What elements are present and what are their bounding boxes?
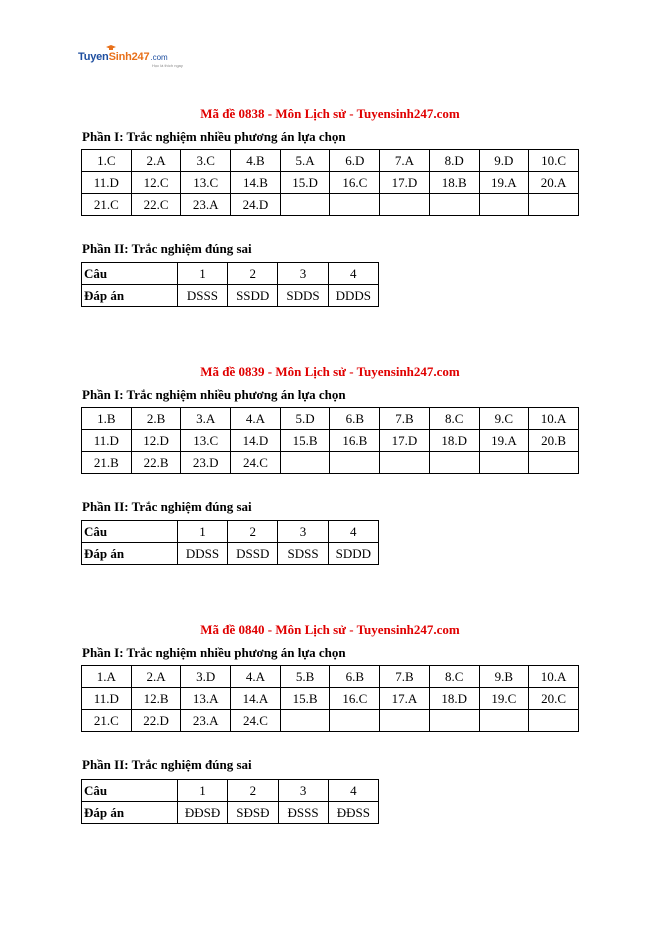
true-false-answer: DSSS	[177, 285, 227, 307]
answer-cell: 7.A	[380, 150, 430, 172]
answer-cell	[330, 710, 380, 732]
answer-cell: 21.C	[82, 710, 132, 732]
answer-cell: 23.D	[181, 452, 231, 474]
true-false-answer: DSSD	[228, 543, 278, 565]
part2-answer-table	[81, 520, 379, 565]
answer-cell: 14.B	[231, 172, 281, 194]
answer-cell: 14.D	[231, 430, 281, 452]
true-false-answer: ĐĐSS	[328, 802, 378, 824]
answer-cell: 21.B	[82, 452, 132, 474]
part2-answer-table	[81, 779, 379, 824]
site-logo[interactable]	[78, 51, 183, 68]
answer-row	[82, 194, 579, 216]
answer-cell: 18.B	[429, 172, 479, 194]
answer-cell: 3.A	[181, 408, 231, 430]
question-number: 4	[328, 521, 378, 543]
true-false-answer: SĐSĐ	[228, 802, 278, 824]
answer-cell	[429, 452, 479, 474]
question-row	[82, 780, 379, 802]
answer-cell: 5.D	[280, 408, 330, 430]
question-number: 4	[328, 780, 378, 802]
answer-cell	[429, 194, 479, 216]
answer-cell: 8.C	[429, 408, 479, 430]
answer-cell	[479, 452, 529, 474]
answer-cell: 17.D	[380, 430, 430, 452]
answer-cell: 6.D	[330, 150, 380, 172]
answer-cell: 24.C	[231, 710, 281, 732]
answer-cell	[380, 710, 430, 732]
answer-cell: 10.A	[529, 408, 579, 430]
section-title: Mã đề 0839 - Môn Lịch sử - Tuyensinh247.com	[200, 364, 460, 379]
graduation-cap-icon	[106, 45, 116, 51]
answer-cell: 10.C	[529, 150, 579, 172]
part1-heading: Phần I: Trắc nghiệm nhiều phương án lựa chọn	[82, 387, 346, 402]
answer-cell: 24.D	[231, 194, 281, 216]
answer-cell: 18.D	[429, 688, 479, 710]
answer-cell	[280, 710, 330, 732]
answer-cell: 10.A	[529, 666, 579, 688]
question-label: Câu	[82, 780, 178, 802]
answer-row	[82, 802, 379, 824]
answer-label: Đáp án	[82, 543, 178, 565]
question-number: 4	[328, 263, 378, 285]
question-number: 3	[278, 780, 328, 802]
answer-cell: 22.B	[131, 452, 181, 474]
answer-cell: 4.A	[231, 666, 281, 688]
answer-row	[82, 408, 579, 430]
answer-cell: 23.A	[181, 710, 231, 732]
answer-cell: 16.C	[330, 688, 380, 710]
part1-heading: Phần I: Trắc nghiệm nhiều phương án lựa chọn	[82, 129, 346, 144]
answer-cell: 17.A	[380, 688, 430, 710]
part2-heading: Phần II: Trắc nghiệm đúng sai	[82, 757, 252, 772]
logo-domain: .com	[150, 53, 168, 62]
answer-cell	[529, 452, 579, 474]
answer-cell: 18.D	[429, 430, 479, 452]
answer-cell: 14.A	[231, 688, 281, 710]
answer-cell: 5.B	[280, 666, 330, 688]
answer-cell: 9.C	[479, 408, 529, 430]
answer-cell	[280, 194, 330, 216]
question-number: 2	[228, 780, 278, 802]
answer-cell: 12.B	[131, 688, 181, 710]
answer-cell: 3.C	[181, 150, 231, 172]
section-title: Mã đề 0838 - Môn Lịch sử - Tuyensinh247.com	[200, 106, 460, 121]
answer-cell	[529, 194, 579, 216]
answer-row	[82, 172, 579, 194]
answer-cell	[380, 194, 430, 216]
question-number: 1	[177, 263, 227, 285]
logo-tagline: Học là thích ngay	[152, 63, 183, 68]
answer-row	[82, 430, 579, 452]
logo-text-part1: Tuyen	[78, 51, 109, 63]
answer-cell	[529, 710, 579, 732]
section-title: Mã đề 0840 - Môn Lịch sử - Tuyensinh247.com	[200, 622, 460, 637]
answer-cell: 8.C	[429, 666, 479, 688]
answer-cell	[330, 452, 380, 474]
answer-cell: 1.C	[82, 150, 132, 172]
answer-cell: 4.A	[231, 408, 281, 430]
answer-row	[82, 285, 379, 307]
logo-text-part2: Sinh247	[108, 51, 150, 63]
answer-cell: 6.B	[330, 666, 380, 688]
answer-cell: 15.B	[280, 430, 330, 452]
answer-cell: 19.A	[479, 430, 529, 452]
answer-cell: 24.C	[231, 452, 281, 474]
answer-cell: 7.B	[380, 666, 430, 688]
true-false-answer: ĐĐSĐ	[177, 802, 227, 824]
answer-cell: 7.B	[380, 408, 430, 430]
part1-answer-table	[81, 407, 579, 474]
true-false-answer: SDDS	[278, 285, 328, 307]
answer-cell: 19.C	[479, 688, 529, 710]
answer-row	[82, 452, 579, 474]
answer-cell: 15.B	[280, 688, 330, 710]
answer-cell: 22.D	[131, 710, 181, 732]
answer-row	[82, 666, 579, 688]
answer-cell: 16.C	[330, 172, 380, 194]
true-false-answer: DDDS	[328, 285, 378, 307]
answer-row	[82, 543, 379, 565]
answer-cell: 5.A	[280, 150, 330, 172]
answer-cell: 1.A	[82, 666, 132, 688]
true-false-answer: SDSS	[278, 543, 328, 565]
answer-cell: 23.A	[181, 194, 231, 216]
question-number: 2	[228, 263, 278, 285]
answer-cell: 16.B	[330, 430, 380, 452]
true-false-answer: SSDD	[228, 285, 278, 307]
question-row	[82, 263, 379, 285]
answer-cell: 1.B	[82, 408, 132, 430]
answer-cell: 17.D	[380, 172, 430, 194]
true-false-answer: DDSS	[177, 543, 227, 565]
part1-answer-table	[81, 149, 579, 216]
answer-cell	[479, 710, 529, 732]
answer-cell	[280, 452, 330, 474]
answer-row	[82, 150, 579, 172]
part1-heading: Phần I: Trắc nghiệm nhiều phương án lựa chọn	[82, 645, 346, 660]
true-false-answer: ĐSSS	[278, 802, 328, 824]
part2-heading: Phần II: Trắc nghiệm đúng sai	[82, 499, 252, 514]
true-false-answer: SDDD	[328, 543, 378, 565]
question-row	[82, 521, 379, 543]
answer-cell: 4.B	[231, 150, 281, 172]
answer-row	[82, 710, 579, 732]
question-number: 1	[177, 780, 227, 802]
part2-answer-table	[81, 262, 379, 307]
answer-cell: 13.C	[181, 430, 231, 452]
answer-cell	[479, 194, 529, 216]
answer-cell: 20.A	[529, 172, 579, 194]
answer-cell: 3.D	[181, 666, 231, 688]
answer-cell: 11.D	[82, 172, 132, 194]
answer-cell: 20.B	[529, 430, 579, 452]
question-number: 3	[278, 521, 328, 543]
answer-label: Đáp án	[82, 285, 178, 307]
question-number: 2	[228, 521, 278, 543]
answer-cell	[330, 194, 380, 216]
question-number: 1	[177, 521, 227, 543]
answer-cell: 6.B	[330, 408, 380, 430]
answer-cell: 9.D	[479, 150, 529, 172]
answer-cell: 8.D	[429, 150, 479, 172]
answer-cell: 13.A	[181, 688, 231, 710]
answer-cell: 21.C	[82, 194, 132, 216]
answer-cell: 12.C	[131, 172, 181, 194]
answer-cell: 15.D	[280, 172, 330, 194]
question-label: Câu	[82, 263, 178, 285]
answer-cell: 2.A	[131, 666, 181, 688]
answer-cell: 2.B	[131, 408, 181, 430]
answer-cell: 13.C	[181, 172, 231, 194]
question-number: 3	[278, 263, 328, 285]
answer-cell	[380, 452, 430, 474]
answer-row	[82, 688, 579, 710]
part1-answer-table	[81, 665, 579, 732]
answer-cell: 9.B	[479, 666, 529, 688]
answer-cell: 22.C	[131, 194, 181, 216]
answer-cell: 20.C	[529, 688, 579, 710]
part2-heading: Phần II: Trắc nghiệm đúng sai	[82, 241, 252, 256]
answer-cell: 11.D	[82, 430, 132, 452]
answer-cell	[429, 710, 479, 732]
answer-cell: 12.D	[131, 430, 181, 452]
answer-label: Đáp án	[82, 802, 178, 824]
answer-cell: 11.D	[82, 688, 132, 710]
question-label: Câu	[82, 521, 178, 543]
answer-cell: 19.A	[479, 172, 529, 194]
answer-cell: 2.A	[131, 150, 181, 172]
